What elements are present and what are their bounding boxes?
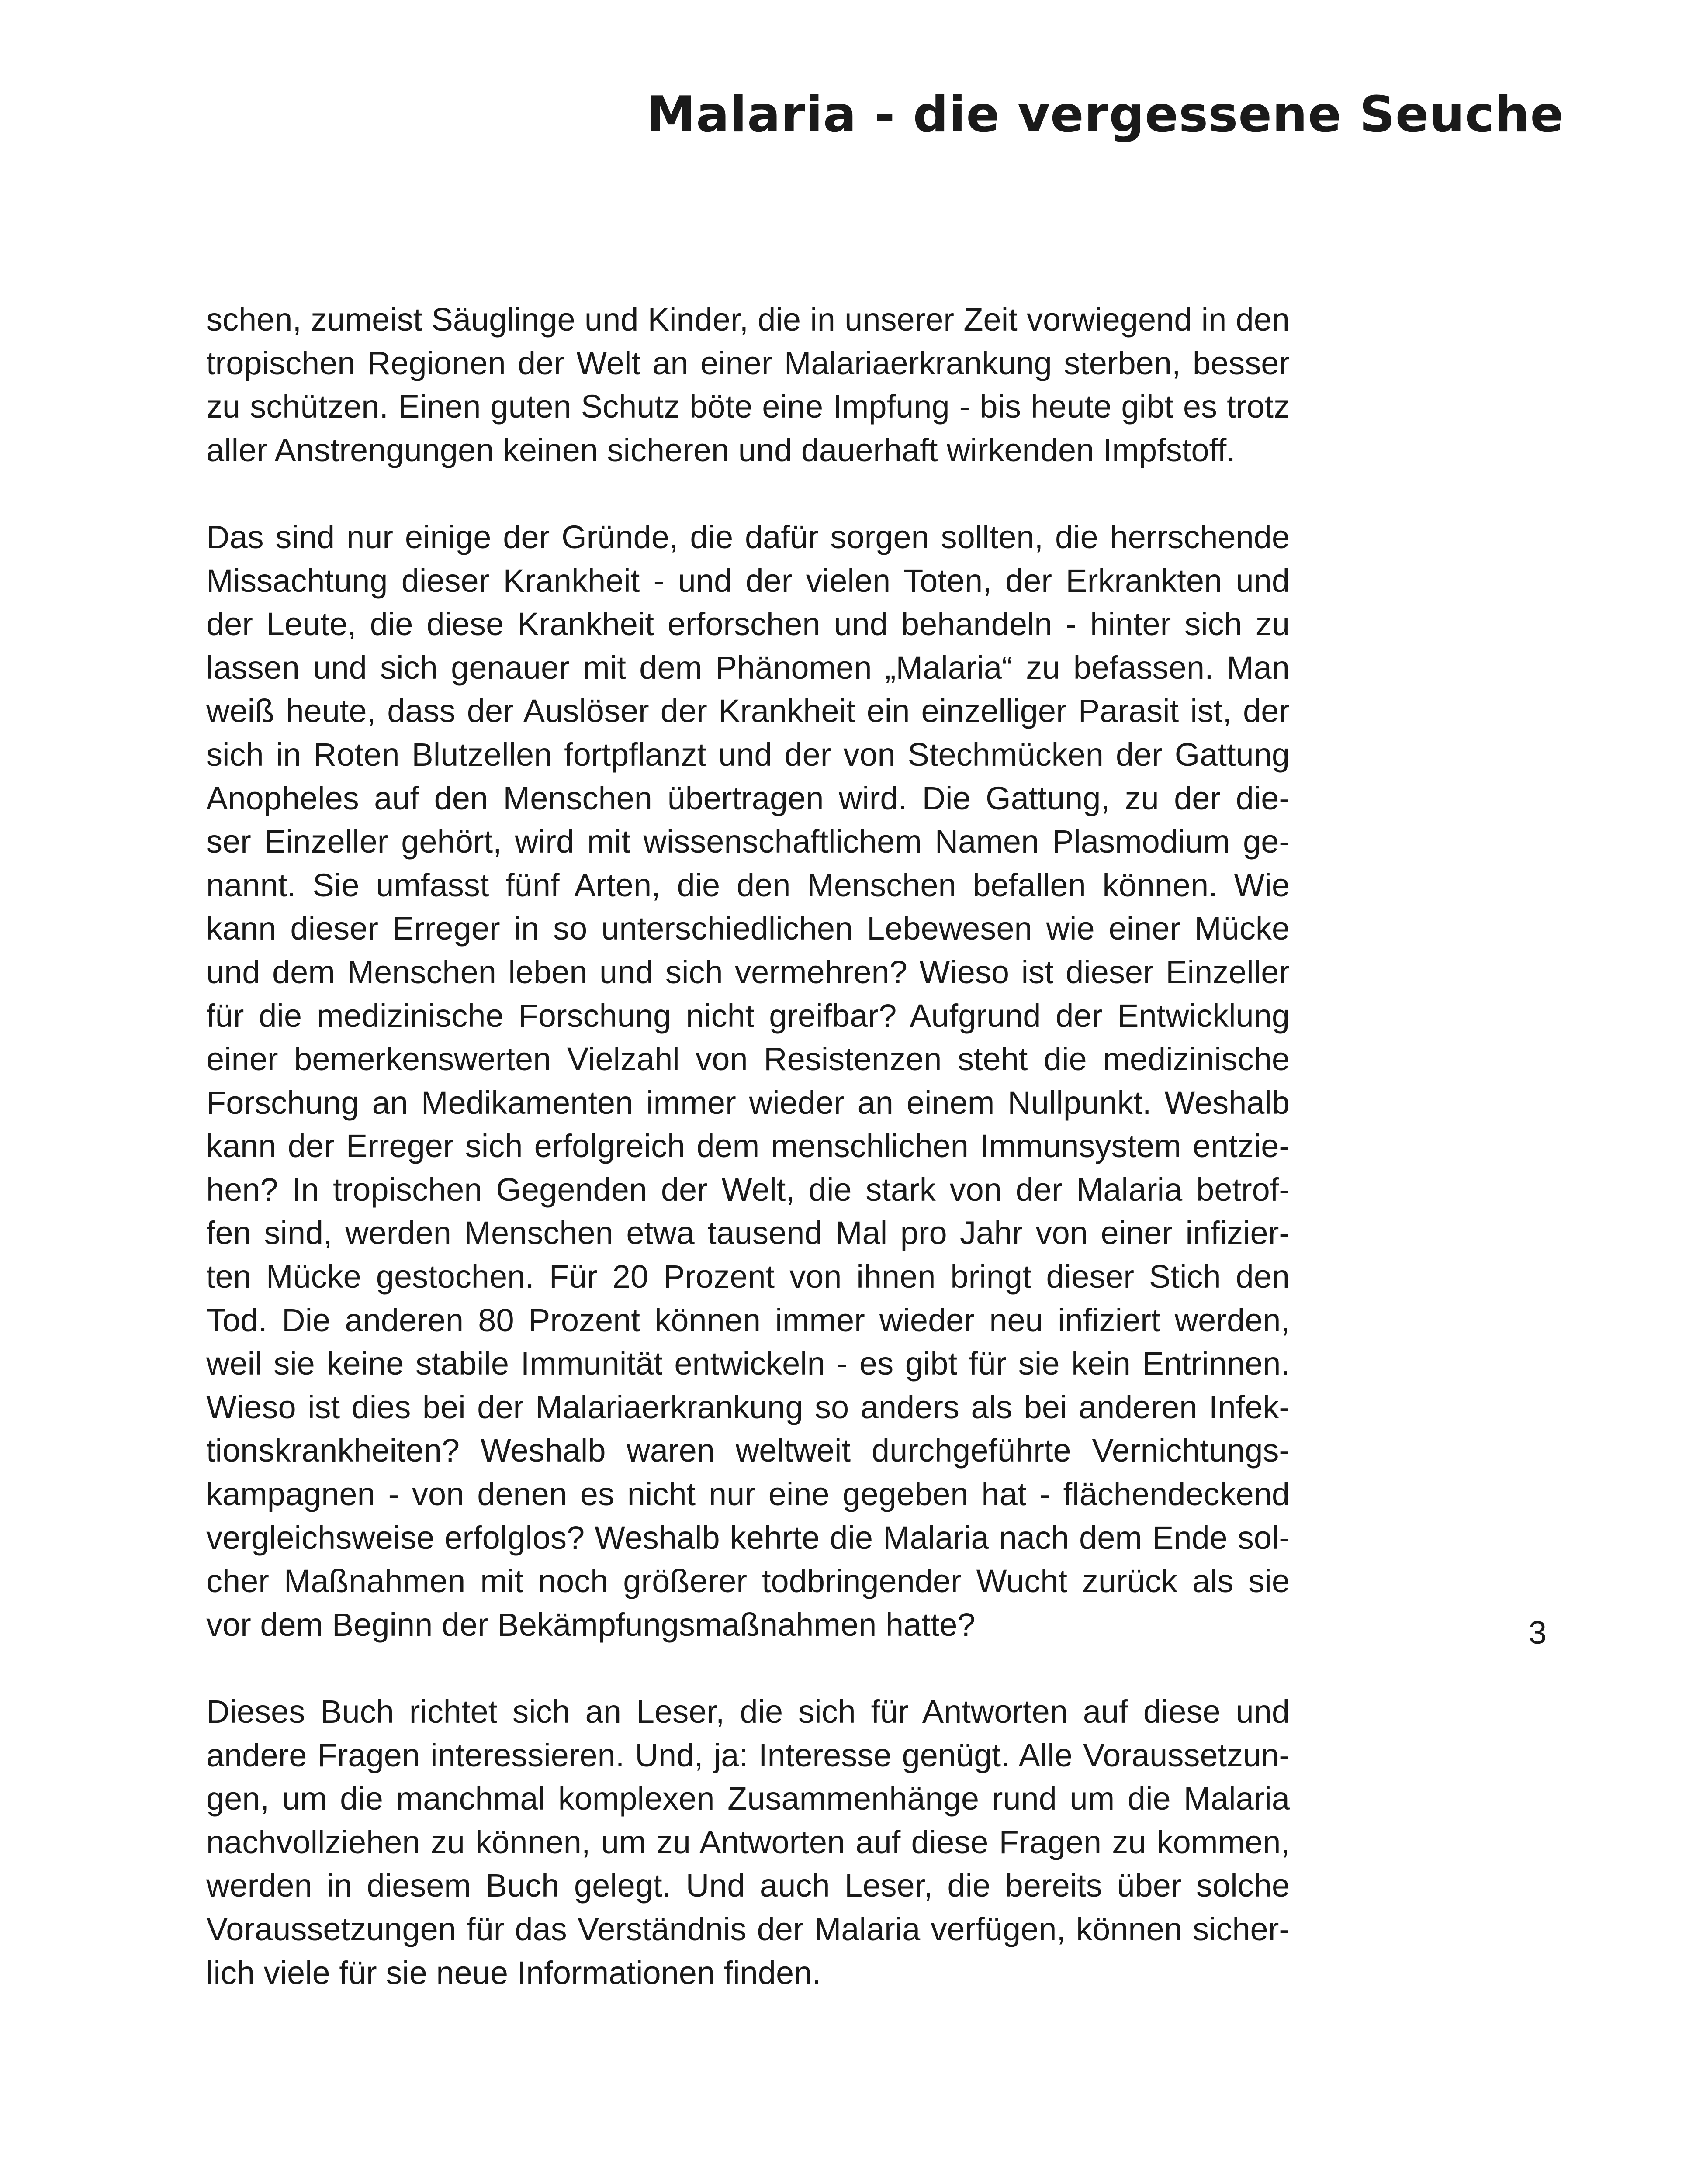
text-line: tionskrankheiten? Weshalb waren weltweit durchgeführte Vernichtungs-: [206, 1432, 1290, 1469]
paragraph-gap: [206, 1646, 1290, 1690]
text-line: schen, zumeist Säuglinge und Kinder, die in unserer Zeit vorwiegend in den: [206, 301, 1290, 338]
text-line: und dem Menschen leben und sich vermehren? Wieso ist dieser Einzeller: [206, 954, 1290, 990]
text-line: lich viele für sie neue Informationen finden.: [206, 1954, 821, 1991]
page-number: 3: [1528, 1614, 1547, 1651]
text-line: Voraussetzungen für das Verständnis der Malaria verfügen, können sicher-: [206, 1911, 1290, 1947]
text-line: nannt. Sie umfasst fünf Arten, die den Menschen befallen können. Wie: [206, 867, 1290, 903]
text-line: sich in Roten Blutzellen fortpflanzt und der von Stechmücken der Gattung: [206, 736, 1290, 773]
text-line: lassen und sich genauer mit dem Phänomen „Malaria“ zu befassen. Man: [206, 649, 1290, 686]
text-line: weil sie keine stabile Immunität entwickeln - es gibt für sie kein Entrinnen.: [206, 1345, 1290, 1382]
text-line: ser Einzeller gehört, wird mit wissenschaftlichem Namen Plasmodium ge-: [206, 823, 1290, 860]
text-line: gen, um die manchmal komplexen Zusammenhänge rund um die Malaria: [206, 1780, 1290, 1817]
text-line: Anopheles auf den Menschen übertragen wird. Die Gattung, zu der die-: [206, 780, 1290, 816]
text-line: Dieses Buch richtet sich an Leser, die sich für Antworten auf diese und: [206, 1693, 1290, 1730]
text-line: Tod. Die anderen 80 Prozent können immer wieder neu infiziert werden,: [206, 1302, 1290, 1338]
text-line: nachvollziehen zu können, um zu Antworten auf diese Fragen zu kommen,: [206, 1824, 1290, 1860]
text-line: cher Maßnahmen mit noch größerer todbringender Wucht zurück als sie: [206, 1563, 1290, 1600]
text-line: Das sind nur einige der Gründe, die dafür sorgen sollten, die herrschende: [206, 518, 1290, 555]
paragraph: [206, 515, 1290, 1646]
text-line: aller Anstrengungen keinen sicheren und dauerhaft wirkenden Impfstoff.: [206, 432, 1236, 468]
body-text: [206, 298, 1290, 1994]
text-line: Missachtung dieser Krankheit - und der vielen Toten, der Erkrankten und: [206, 562, 1290, 599]
running-header-title: Malaria - die vergessene Seuche: [646, 86, 1564, 143]
text-line: weiß heute, dass der Auslöser der Krankheit ein einzelliger Parasit ist, der: [206, 693, 1290, 729]
text-line: kann der Erreger sich erfolgreich dem menschlichen Immunsystem entzie-: [206, 1128, 1290, 1165]
text-line: der Leute, die diese Krankheit erforschen und behandeln - hinter sich zu: [206, 606, 1290, 643]
text-line: Wieso ist dies bei der Malariaerkrankung so anders als bei anderen Infek-: [206, 1389, 1290, 1425]
text-line: kann dieser Erreger in so unterschiedlichen Lebewesen wie einer Mücke: [206, 910, 1290, 947]
text-line: Forschung an Medikamenten immer wieder an einem Nullpunkt. Weshalb: [206, 1084, 1290, 1121]
text-line: zu schützen. Einen guten Schutz böte eine Impfung - bis heute gibt es trotz: [206, 388, 1290, 425]
text-line: kampagnen - von denen es nicht nur eine gegeben hat - flächendeckend: [206, 1476, 1290, 1513]
text-line: andere Fragen interessieren. Und, ja: Interesse genügt. Alle Voraussetzun-: [206, 1737, 1290, 1773]
text-line: vor dem Beginn der Bekämpfungsmaßnahmen hatte?: [206, 1606, 976, 1643]
text-line: fen sind, werden Menschen etwa tausend Mal pro Jahr von einer infizier-: [206, 1215, 1290, 1251]
text-line: tropischen Regionen der Welt an einer Malariaerkrankung sterben, besser: [206, 345, 1290, 381]
text-line: einer bemerkenswerten Vielzahl von Resistenzen steht die medizinische: [206, 1041, 1290, 1078]
text-line: vergleichsweise erfolglos? Weshalb kehrte die Malaria nach dem Ende sol-: [206, 1519, 1290, 1556]
text-line: für die medizinische Forschung nicht greifbar? Aufgrund der Entwicklung: [206, 997, 1290, 1034]
text-line: hen? In tropischen Gegenden der Welt, die stark von der Malaria betrof-: [206, 1171, 1290, 1208]
paragraph: [206, 1690, 1290, 1994]
text-line: werden in diesem Buch gelegt. Und auch Leser, die bereits über solche: [206, 1867, 1290, 1904]
paragraph: [206, 298, 1290, 472]
text-line: ten Mücke gestochen. Für 20 Prozent von ihnen bringt dieser Stich den: [206, 1258, 1290, 1295]
paragraph-gap: [206, 472, 1290, 515]
